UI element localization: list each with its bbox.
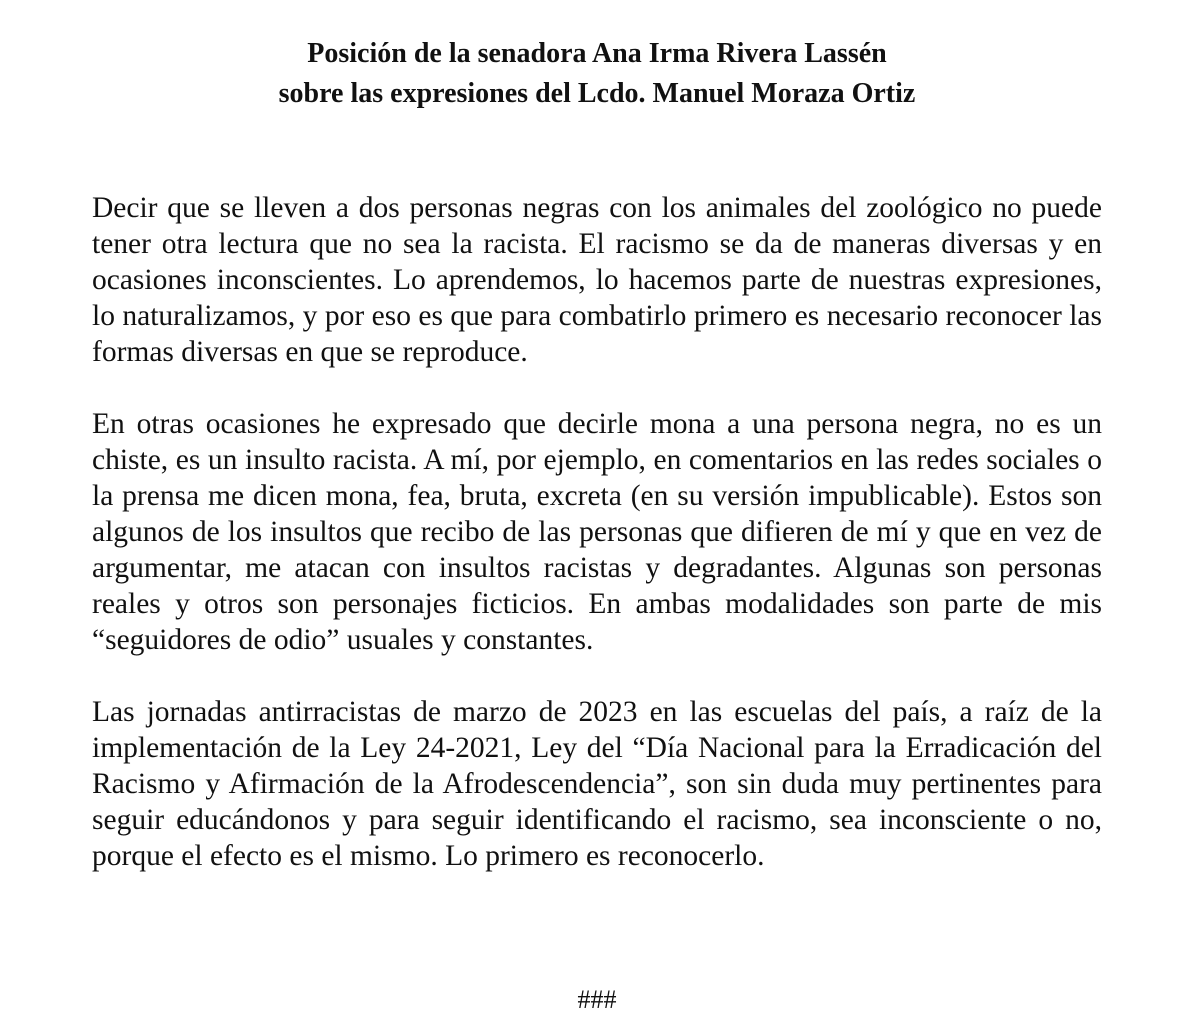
document-title	[92, 34, 1102, 114]
end-mark: ###	[577, 985, 617, 1014]
paragraph-2: En otras ocasiones he expresado que decirle mona a una persona negra, no es un chiste, es un insulto racista. A mí, por ejemplo, en comentarios en las redes sociales o la prensa me dicen mona, fea, bruta, excreta (en su versión impublicable). Estos son algunos de los insultos que recibo de las personas que difieren de mí y que en vez de argumentar, me atacan con insultos racistas y degradantes. Algunas son personas reales y otros son personajes ficticios. En ambas modalidades son parte de mis “seguidores de odio” usuales y constantes.	[92, 408, 1102, 656]
press-release-page	[92, 0, 1102, 1030]
paragraph-1: Decir que se lleven a dos personas negras con los animales del zoológico no puede tener otra lectura que no sea la racista. El racismo se da de maneras diversas y en ocasiones inconscientes. Lo aprendemos, lo hacemos parte de nuestras expresiones, lo naturalizamos, y por eso es que para combatirlo primero es necesario reconocer las formas diversas en que se reproduce.	[92, 192, 1102, 368]
title-line-2: sobre las expresiones del Lcdo. Manuel Moraza Ortiz	[278, 78, 916, 109]
paragraph-3: Las jornadas antirracistas de marzo de 2023 en las escuelas del país, a raíz de la implementación de la Ley 24-2021, Ley del “Día Nacional para la Erradicación del Racismo y Afirmación de la Afrodescendencia”, son sin duda muy pertinentes para seguir educándonos y para seguir identificando el racismo, sea inconsciente o no, porque el efecto es el mismo. Lo primero es reconocerlo.	[92, 696, 1102, 872]
title-line-1: Posición de la senadora Ana Irma Rivera Lassén	[307, 38, 887, 69]
document-body	[92, 190, 1102, 874]
